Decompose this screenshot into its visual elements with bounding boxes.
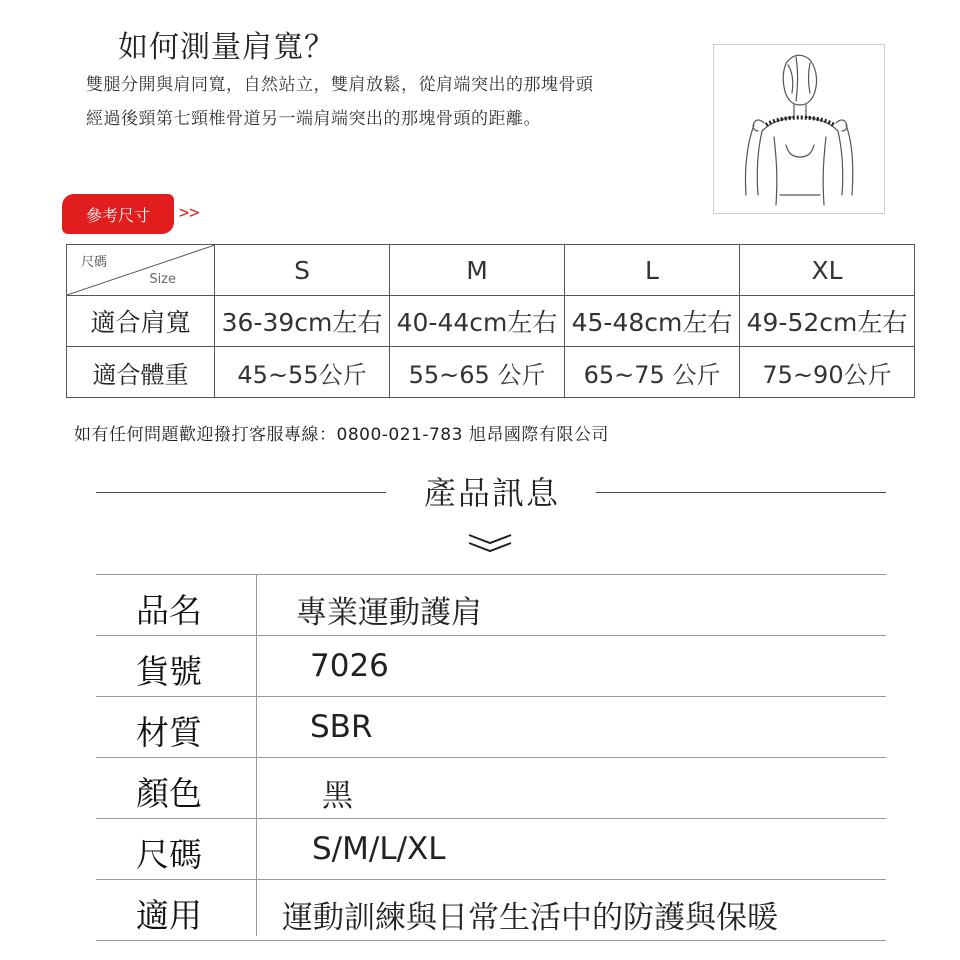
- double-chevron-down-icon: [467, 532, 513, 554]
- body-weight-xl: 75~90公斤: [740, 347, 915, 398]
- product-name-label: 品名: [136, 591, 202, 630]
- usage-label: 適用: [136, 896, 202, 935]
- sizes-label: 尺碼: [136, 835, 202, 874]
- corner-size-label-en: Size: [149, 272, 176, 287]
- size-m-header: M: [390, 245, 565, 296]
- corner-size-label-zh: 尺碼: [81, 255, 108, 270]
- product-info-row-item-number: [96, 635, 886, 696]
- product-info-column-divider: [256, 574, 257, 936]
- size-xl-header: XL: [740, 245, 915, 296]
- shoulder-width-label: 適合肩寬: [67, 296, 215, 347]
- reference-size-label: 參考尺寸: [85, 205, 150, 225]
- body-weight-l: 65~75 公斤: [565, 347, 740, 398]
- size-l-header: L: [565, 245, 740, 296]
- product-info-heading: 產品訊息: [424, 474, 561, 512]
- material-value: SBR: [310, 709, 373, 745]
- usage-value: 運動訓練與日常生活中的防護與保暖: [282, 900, 778, 936]
- body-weight-row: [67, 347, 915, 398]
- customer-service-contact: 如有任何問題歡迎撥打客服專線：0800-021-783 旭昂國際有限公司: [74, 425, 609, 445]
- section-divider-right: [596, 492, 886, 493]
- measure-instruction-line-1: 雙腿分開與肩同寬，自然站立，雙肩放鬆，從肩端突出的那塊骨頭: [86, 75, 594, 95]
- shoulder-measurement-illustration: [713, 44, 885, 214]
- color-label: 顏色: [136, 774, 202, 813]
- reference-size-badge: [62, 194, 174, 234]
- size-chart-table: [66, 244, 915, 398]
- body-weight-label: 適合體重: [67, 347, 215, 398]
- body-weight-s: 45~55公斤: [215, 347, 390, 398]
- measure-instruction-line-2: 經過後頸第七頸椎骨道另一端肩端突出的那塊骨頭的距離。: [86, 109, 541, 129]
- measure-title: 如何測量肩寬？: [118, 30, 335, 65]
- section-divider-left: [96, 492, 386, 493]
- shoulder-width-l: 45-48cm左右: [565, 296, 740, 347]
- shoulder-width-row: [67, 296, 915, 347]
- product-info-row-color: [96, 757, 886, 818]
- item-number-label: 貨號: [136, 652, 202, 691]
- color-value: 黑: [322, 778, 353, 814]
- product-info-row-usage: [96, 879, 886, 941]
- shoulder-width-m: 40-44cm左右: [390, 296, 565, 347]
- item-number-value: 7026: [310, 648, 389, 684]
- material-label: 材質: [136, 713, 202, 752]
- product-info-row-material: [96, 696, 886, 757]
- shoulder-width-s: 36-39cm左右: [215, 296, 390, 347]
- size-corner-cell: [67, 245, 215, 296]
- sizes-value: S/M/L/XL: [312, 831, 446, 867]
- size-header-row: [67, 245, 915, 296]
- body-weight-m: 55~65 公斤: [390, 347, 565, 398]
- product-info-row-name: [96, 574, 886, 635]
- shoulder-width-xl: 49-52cm左右: [740, 296, 915, 347]
- product-info-table: [96, 574, 886, 941]
- size-s-header: S: [215, 245, 390, 296]
- reference-arrows: >>: [179, 203, 200, 223]
- shoulder-figure-sketch: [714, 45, 884, 213]
- product-info-row-sizes: [96, 818, 886, 879]
- product-name-value: 專業運動護肩: [296, 595, 482, 631]
